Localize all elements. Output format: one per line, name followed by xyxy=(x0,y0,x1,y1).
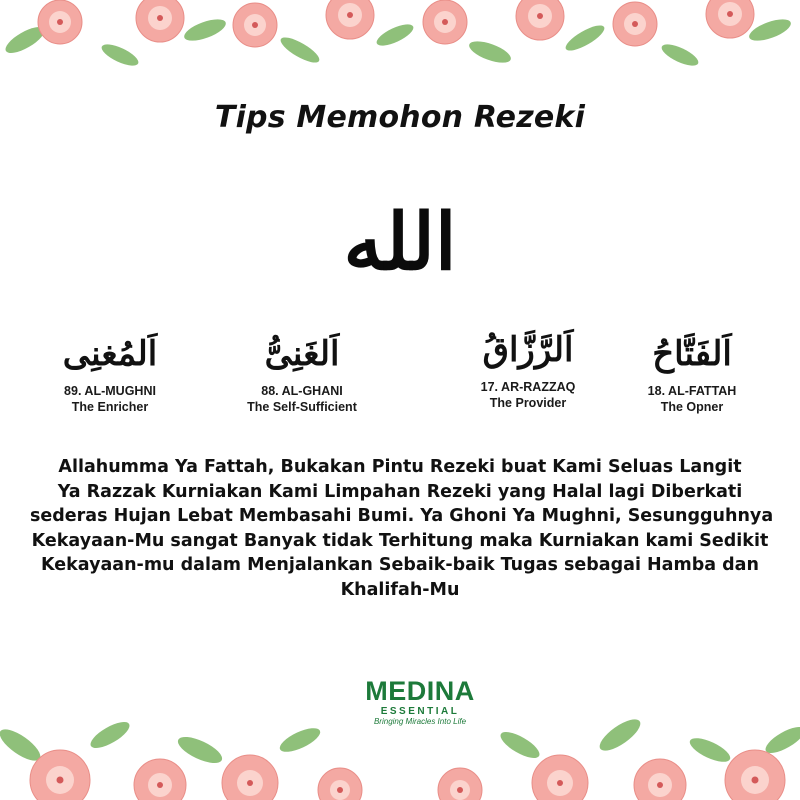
name-arabic: اَلفَتَّاحُ xyxy=(652,334,732,374)
prayer-text xyxy=(30,455,774,602)
name-arabic: اَلرَّزَّاقُ xyxy=(482,330,574,370)
prayer-line: Ya Razzak Kurniakan Kami Limpahan Rezeki yang Halal lagi Diberkati xyxy=(57,481,743,502)
flower-decoration-top xyxy=(0,0,800,80)
prayer-line: Kekayaan-mu dalam Menjalankan Sebaik-baik Tugas sebagai Hamba dan xyxy=(41,555,759,575)
name-card-al-fattah xyxy=(602,328,782,414)
flower-decoration-bottom xyxy=(0,705,800,800)
prayer-line: Kekayaan-Mu sangat Banyak tidak Terhitung maka Kurniakan kami Sedikit xyxy=(31,530,769,551)
name-meaning: The Opner xyxy=(660,400,724,414)
name-latin: 18. AL-FATTAH xyxy=(647,384,737,398)
name-meaning: The Self-Sufficient xyxy=(247,400,357,414)
brand-tagline: Bringing Miracles Into Life xyxy=(373,717,467,726)
name-latin: 89. AL-MUGHNI xyxy=(64,384,156,398)
floral-border-top xyxy=(0,0,800,80)
name-latin: 88. AL-GHANI xyxy=(261,384,343,398)
name-arabic: اَلغَنِىُّ xyxy=(264,334,340,374)
name-card-al-mughni xyxy=(20,328,200,414)
asmaul-husna-row xyxy=(20,328,780,438)
allah-calligraphy: الله xyxy=(343,197,457,288)
name-latin: 17. AR-RAZZAQ xyxy=(480,380,576,394)
floral-border-bottom xyxy=(0,705,800,800)
prayer-line: Khalifah-Mu xyxy=(340,579,460,600)
brand-name: MEDINA xyxy=(365,676,475,706)
page-title: Tips Memohon Rezeki xyxy=(214,100,586,135)
name-meaning: The Provider xyxy=(489,396,567,410)
name-meaning: The Enricher xyxy=(71,400,149,414)
name-card-ar-razzaq xyxy=(438,324,618,410)
name-card-al-ghani xyxy=(212,328,392,414)
name-arabic: اَلمُغنِى xyxy=(62,334,158,374)
prayer-line: Allahumma Ya Fattah, Bukakan Pintu Rezeki buat Kami Seluas Langit xyxy=(58,457,742,477)
prayer-line: sederas Hujan Lebat Membasahi Bumi. Ya Ghoni Ya Mughni, Sesungguhnya xyxy=(30,506,774,526)
brand-subtitle: ESSENTIAL xyxy=(380,706,460,717)
